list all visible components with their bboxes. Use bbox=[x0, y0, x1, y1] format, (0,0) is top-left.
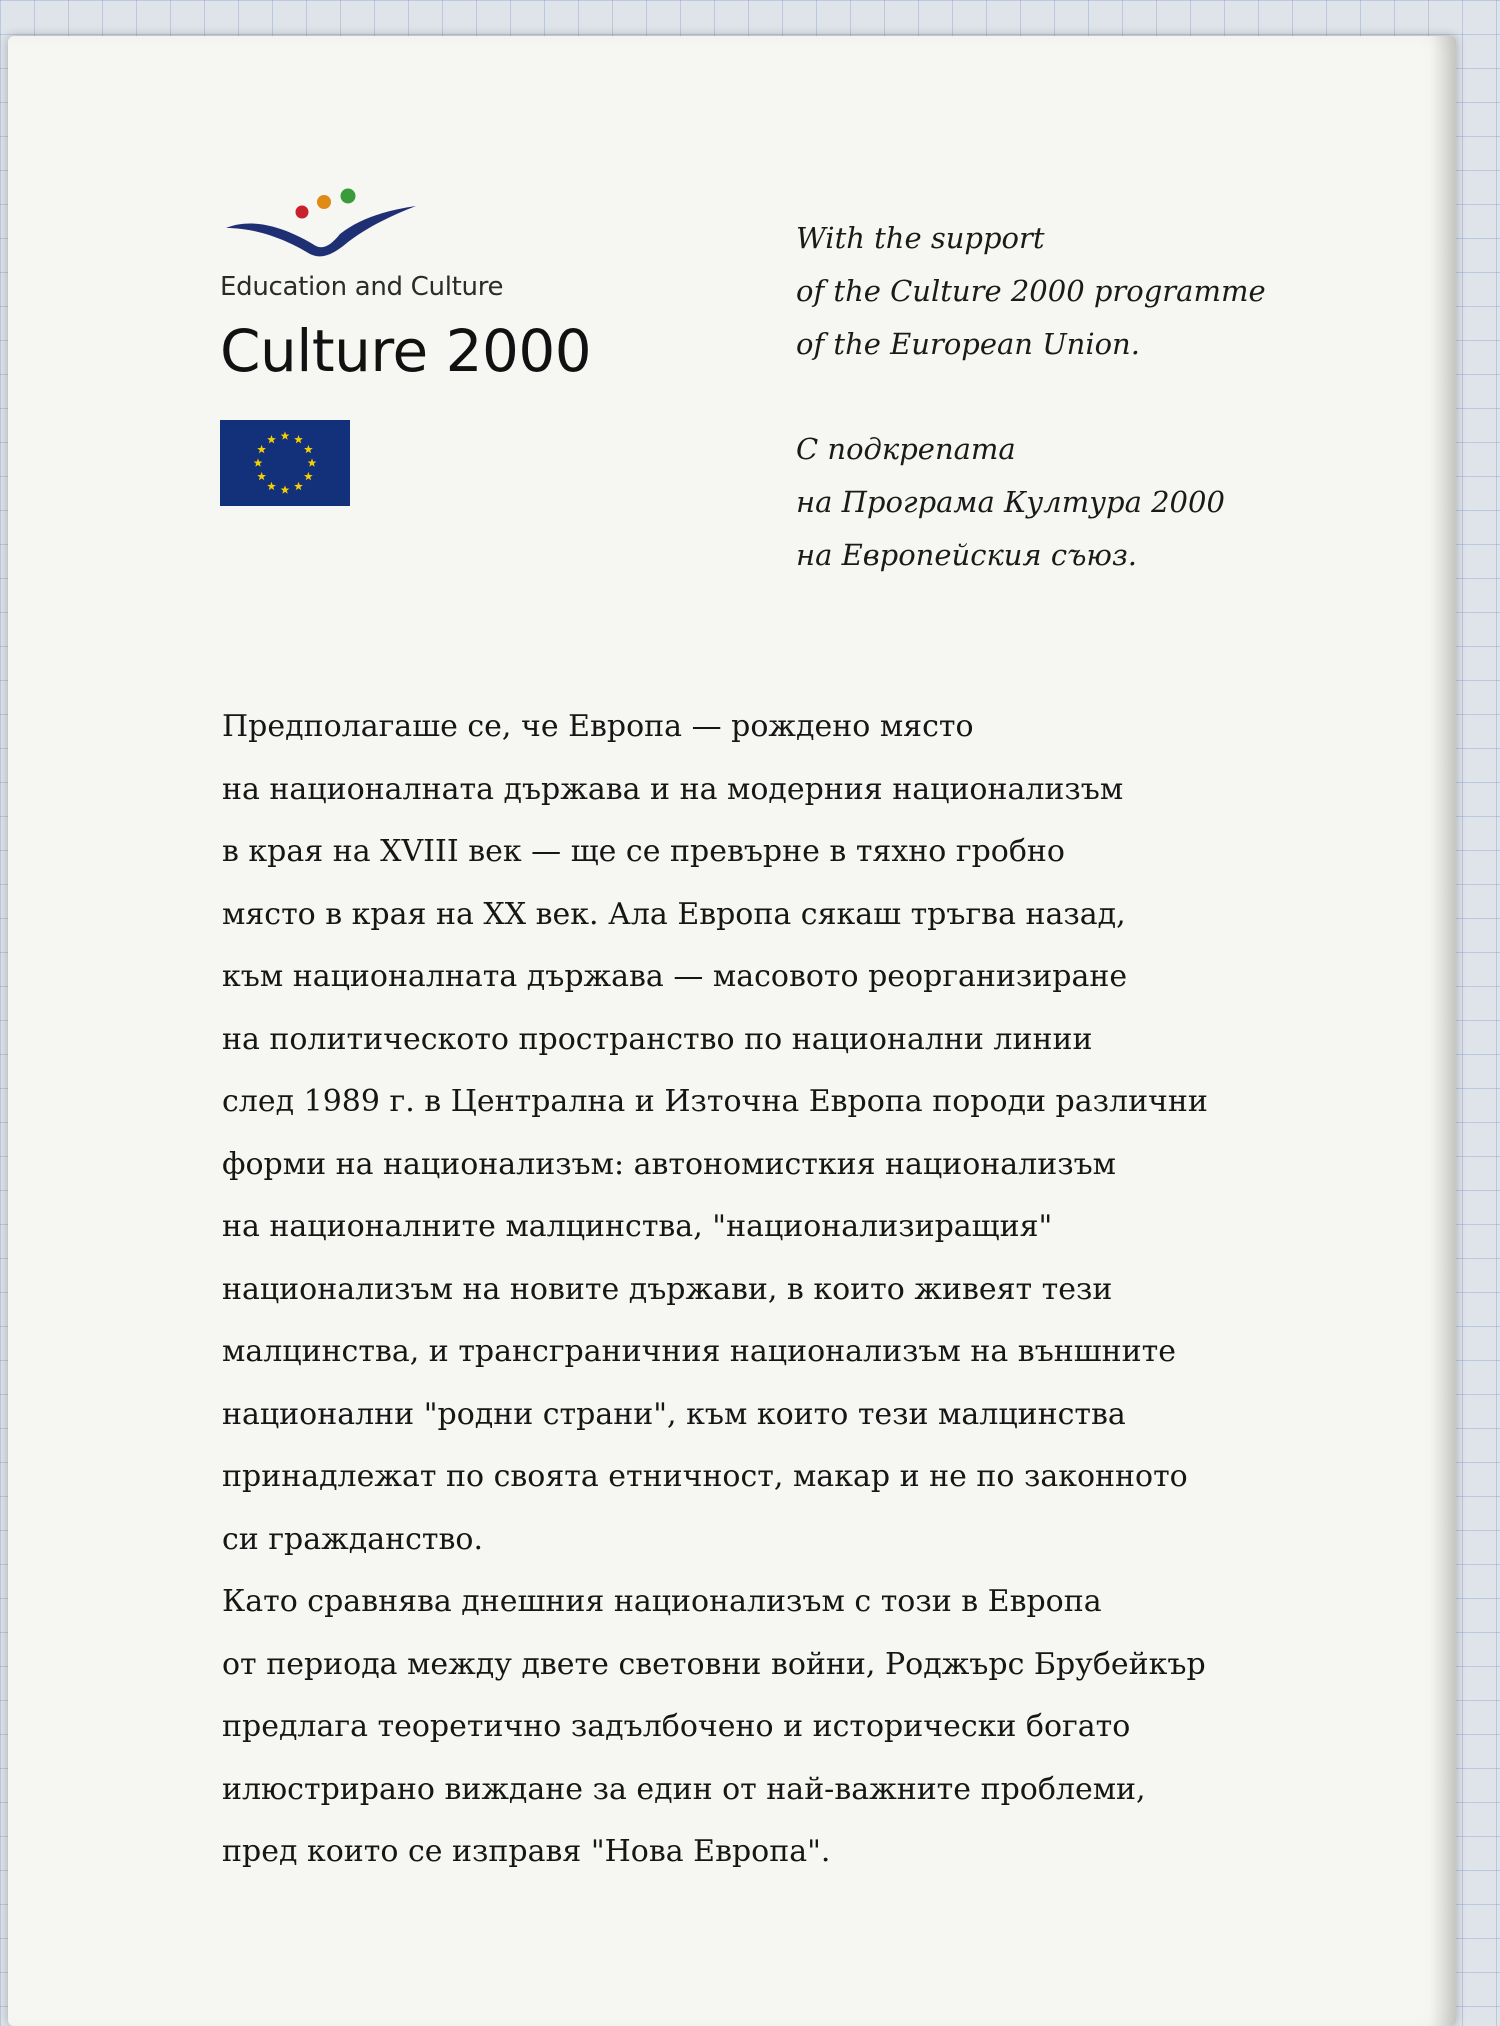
support-line-bg-2: на Програма Култура 2000 bbox=[796, 485, 1225, 519]
logo-caption: Education and Culture bbox=[220, 272, 504, 302]
blurb-line: предлага теоретично задълбочено и исторически богато bbox=[222, 1709, 1131, 1744]
support-line-en-1: With the support bbox=[796, 221, 1045, 255]
blurb-line: място в края на XX век. Ала Европа сякаш тръгва назад, bbox=[222, 896, 1126, 932]
programme-name: Culture 2000 bbox=[220, 317, 592, 385]
cover-edge-shadow bbox=[1430, 36, 1456, 2026]
blurb-line: след 1989 г. в Централна и Източна Европа породи различни bbox=[222, 1084, 1208, 1119]
eu-flag-icon bbox=[220, 420, 350, 506]
support-line-bg-3: на Европейския съюз. bbox=[796, 538, 1137, 572]
blurb-line: в края на XVIII век — ще се превърне в тяхно гробно bbox=[222, 834, 1065, 869]
book-back-cover bbox=[8, 36, 1456, 2026]
support-statement bbox=[796, 212, 1396, 582]
blurb-line: на националната държава и на модерния национализъм bbox=[222, 771, 1124, 807]
blurb-line: принадлежат по своята етничност, макар и не по законното bbox=[222, 1459, 1188, 1494]
support-line-en-2: of the Culture 2000 programme bbox=[796, 274, 1266, 308]
blurb-line: национални "родни страни", към които тези малцинства bbox=[222, 1396, 1126, 1432]
blurb-paragraph-1 bbox=[222, 696, 1382, 1571]
blurb-line: форми на национализъм: автономисткия национализъм bbox=[222, 1146, 1116, 1182]
blurb-line: Предполагаше се, че Европа — рождено място bbox=[222, 709, 974, 744]
blurb-line: малцинства, и трансграничния национализъм на външните bbox=[222, 1334, 1177, 1369]
book-blurb bbox=[222, 696, 1382, 1884]
support-spacer bbox=[796, 371, 1396, 423]
blurb-line: си гражданство. bbox=[222, 1521, 483, 1557]
support-line-en-3: of the European Union. bbox=[796, 327, 1140, 361]
blurb-line: на политическото пространство по национални линии bbox=[222, 1021, 1093, 1057]
blurb-line: на националните малцинства, "национализиращия" bbox=[222, 1209, 1053, 1244]
blurb-line: от периода между двете световни войни, Роджърс Брубейкър bbox=[222, 1646, 1206, 1682]
blurb-paragraph-2 bbox=[222, 1571, 1382, 1884]
education-culture-logo-icon bbox=[220, 184, 420, 266]
support-line-bg-1: С подкрепата bbox=[796, 432, 1016, 466]
blurb-line: Като сравнява днешния национализъм с този в Европа bbox=[222, 1584, 1102, 1619]
blurb-line: илюстрирано виждане за един от най-важните проблеми, bbox=[222, 1771, 1146, 1807]
blurb-line: пред които се изправя "Нова Европа". bbox=[222, 1834, 831, 1869]
logo-block bbox=[220, 184, 640, 506]
blurb-line: към националната държава — масовото реорганизиране bbox=[222, 959, 1128, 994]
blurb-line: национализъм на новите държави, в които живеят тези bbox=[222, 1271, 1113, 1307]
